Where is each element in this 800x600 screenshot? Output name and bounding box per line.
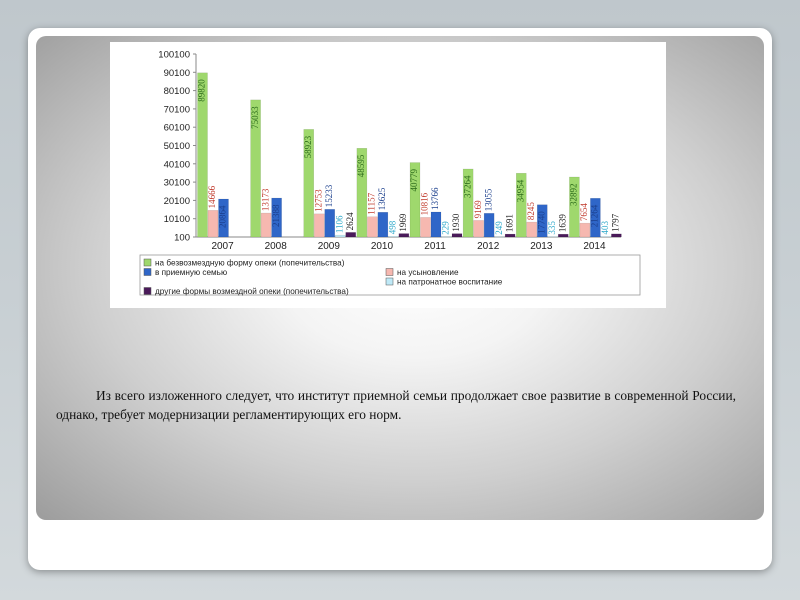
y-tick-label: 50100: [163, 141, 190, 152]
bar-value-label: 21388: [270, 204, 281, 228]
bar: [399, 234, 409, 237]
chart-panel: [110, 42, 666, 308]
bar: [558, 234, 568, 237]
bar-value-label: 1930: [451, 213, 462, 232]
legend-swatch: [144, 288, 151, 295]
y-tick-label: 10100: [163, 214, 190, 226]
bar-value-label: 13625: [377, 187, 388, 211]
bar-value-label: 498: [387, 220, 398, 235]
bar-value-label: 75033: [249, 106, 260, 129]
bar-value-label: 1691: [504, 214, 515, 233]
bar: [208, 210, 218, 237]
y-tick-label: 90100: [163, 67, 190, 79]
y-tick-label: 20100: [163, 195, 190, 207]
x-tick-label: 2007: [211, 241, 234, 252]
bar: [431, 212, 441, 237]
y-tick-label: 100: [174, 232, 190, 244]
bar-value-label: 34954: [515, 179, 526, 203]
y-tick-label: 60100: [163, 122, 190, 134]
bar: [388, 236, 398, 237]
bar: [548, 237, 558, 238]
bar-value-label: 13173: [260, 188, 271, 212]
bar-value-label: 14666: [207, 185, 218, 209]
y-tick-label: 80100: [163, 86, 190, 98]
bar-value-label: 1969: [398, 213, 409, 232]
x-tick-label: 2013: [530, 241, 553, 252]
x-tick-label: 2010: [370, 241, 394, 252]
y-tick-label: 100100: [158, 49, 190, 61]
bar: [505, 234, 515, 237]
bar-value-label: 20864: [217, 205, 228, 229]
bar-value-label: 7654: [579, 203, 590, 222]
caption-text: [56, 386, 736, 424]
bar-value-label: 13766: [430, 187, 441, 210]
y-tick-label: 40100: [163, 159, 190, 171]
legend-swatch: [144, 269, 151, 276]
bar: [442, 237, 452, 238]
bar: [335, 235, 345, 237]
bar-value-label: 229: [440, 221, 451, 235]
bar-value-label: 58923: [303, 135, 313, 159]
x-tick-label: 2014: [583, 241, 606, 252]
legend-label: на усыновление: [397, 268, 459, 277]
bar: [261, 213, 271, 237]
legend-swatch: [144, 259, 151, 266]
bar: [580, 223, 590, 237]
x-tick-label: 2012: [477, 241, 500, 252]
y-tick-label: 70100: [163, 104, 190, 116]
bar-chart: [110, 42, 666, 308]
bar-value-label: 48595: [356, 154, 367, 178]
bar-value-label: 11157: [366, 192, 377, 215]
bar: [452, 234, 462, 237]
bar: [378, 212, 388, 237]
y-tick-label: 30100: [163, 177, 190, 189]
bar-value-label: 1639: [557, 214, 568, 233]
bar-value-label: 15233: [324, 184, 334, 208]
bar-value-label: 335: [547, 221, 557, 235]
bar-value-label: 9169: [472, 200, 483, 219]
x-tick-label: 2011: [424, 241, 446, 252]
legend-label: другие формы возмездной опеки (попечительства): [155, 287, 349, 296]
bar-value-label: 2624: [345, 212, 355, 231]
bar-value-label: 13055: [483, 188, 494, 212]
bar-value-label: 37264: [462, 175, 473, 198]
bar: [484, 213, 494, 237]
bar: [601, 236, 611, 237]
bar: [611, 234, 621, 237]
caption-paragraph: Из всего изложенного следует, что институт приемной семьи продолжает свое развитие в современной России, однако, требует модернизации регламентирующих его норм.: [56, 388, 736, 422]
bar-value-label: 21264: [589, 204, 600, 228]
bar-value-label: 40779: [409, 169, 420, 192]
bar-value-label: 12753: [313, 189, 324, 212]
bar-value-label: 8245: [526, 202, 536, 221]
bar: [314, 214, 324, 237]
bar-value-label: 249: [493, 221, 504, 235]
x-tick-label: 2008: [264, 241, 287, 252]
bar: [421, 217, 431, 237]
bar-value-label: 1797: [610, 213, 621, 232]
legend-swatch: [386, 278, 393, 285]
bar-value-label: 1106: [334, 215, 345, 234]
x-tick-label: 2009: [317, 241, 340, 252]
legend-swatch: [386, 269, 393, 276]
legend-label: на патронатное воспитание: [397, 277, 503, 287]
legend-label: на безвозмездную форму опеки (попечительства): [155, 258, 345, 268]
bar: [495, 237, 505, 238]
bar-value-label: 403: [600, 220, 611, 235]
legend-label: в приемную семью: [155, 268, 228, 277]
bar: [325, 209, 335, 237]
bar-value-label: 17740: [536, 211, 547, 234]
bar-value-label: 10816: [419, 192, 430, 216]
bar-value-label: 89820: [196, 79, 207, 102]
bar: [367, 217, 377, 237]
bar: [474, 220, 484, 237]
bar: [346, 232, 356, 237]
bar: [527, 222, 537, 237]
bar-value-label: 32892: [568, 183, 579, 206]
